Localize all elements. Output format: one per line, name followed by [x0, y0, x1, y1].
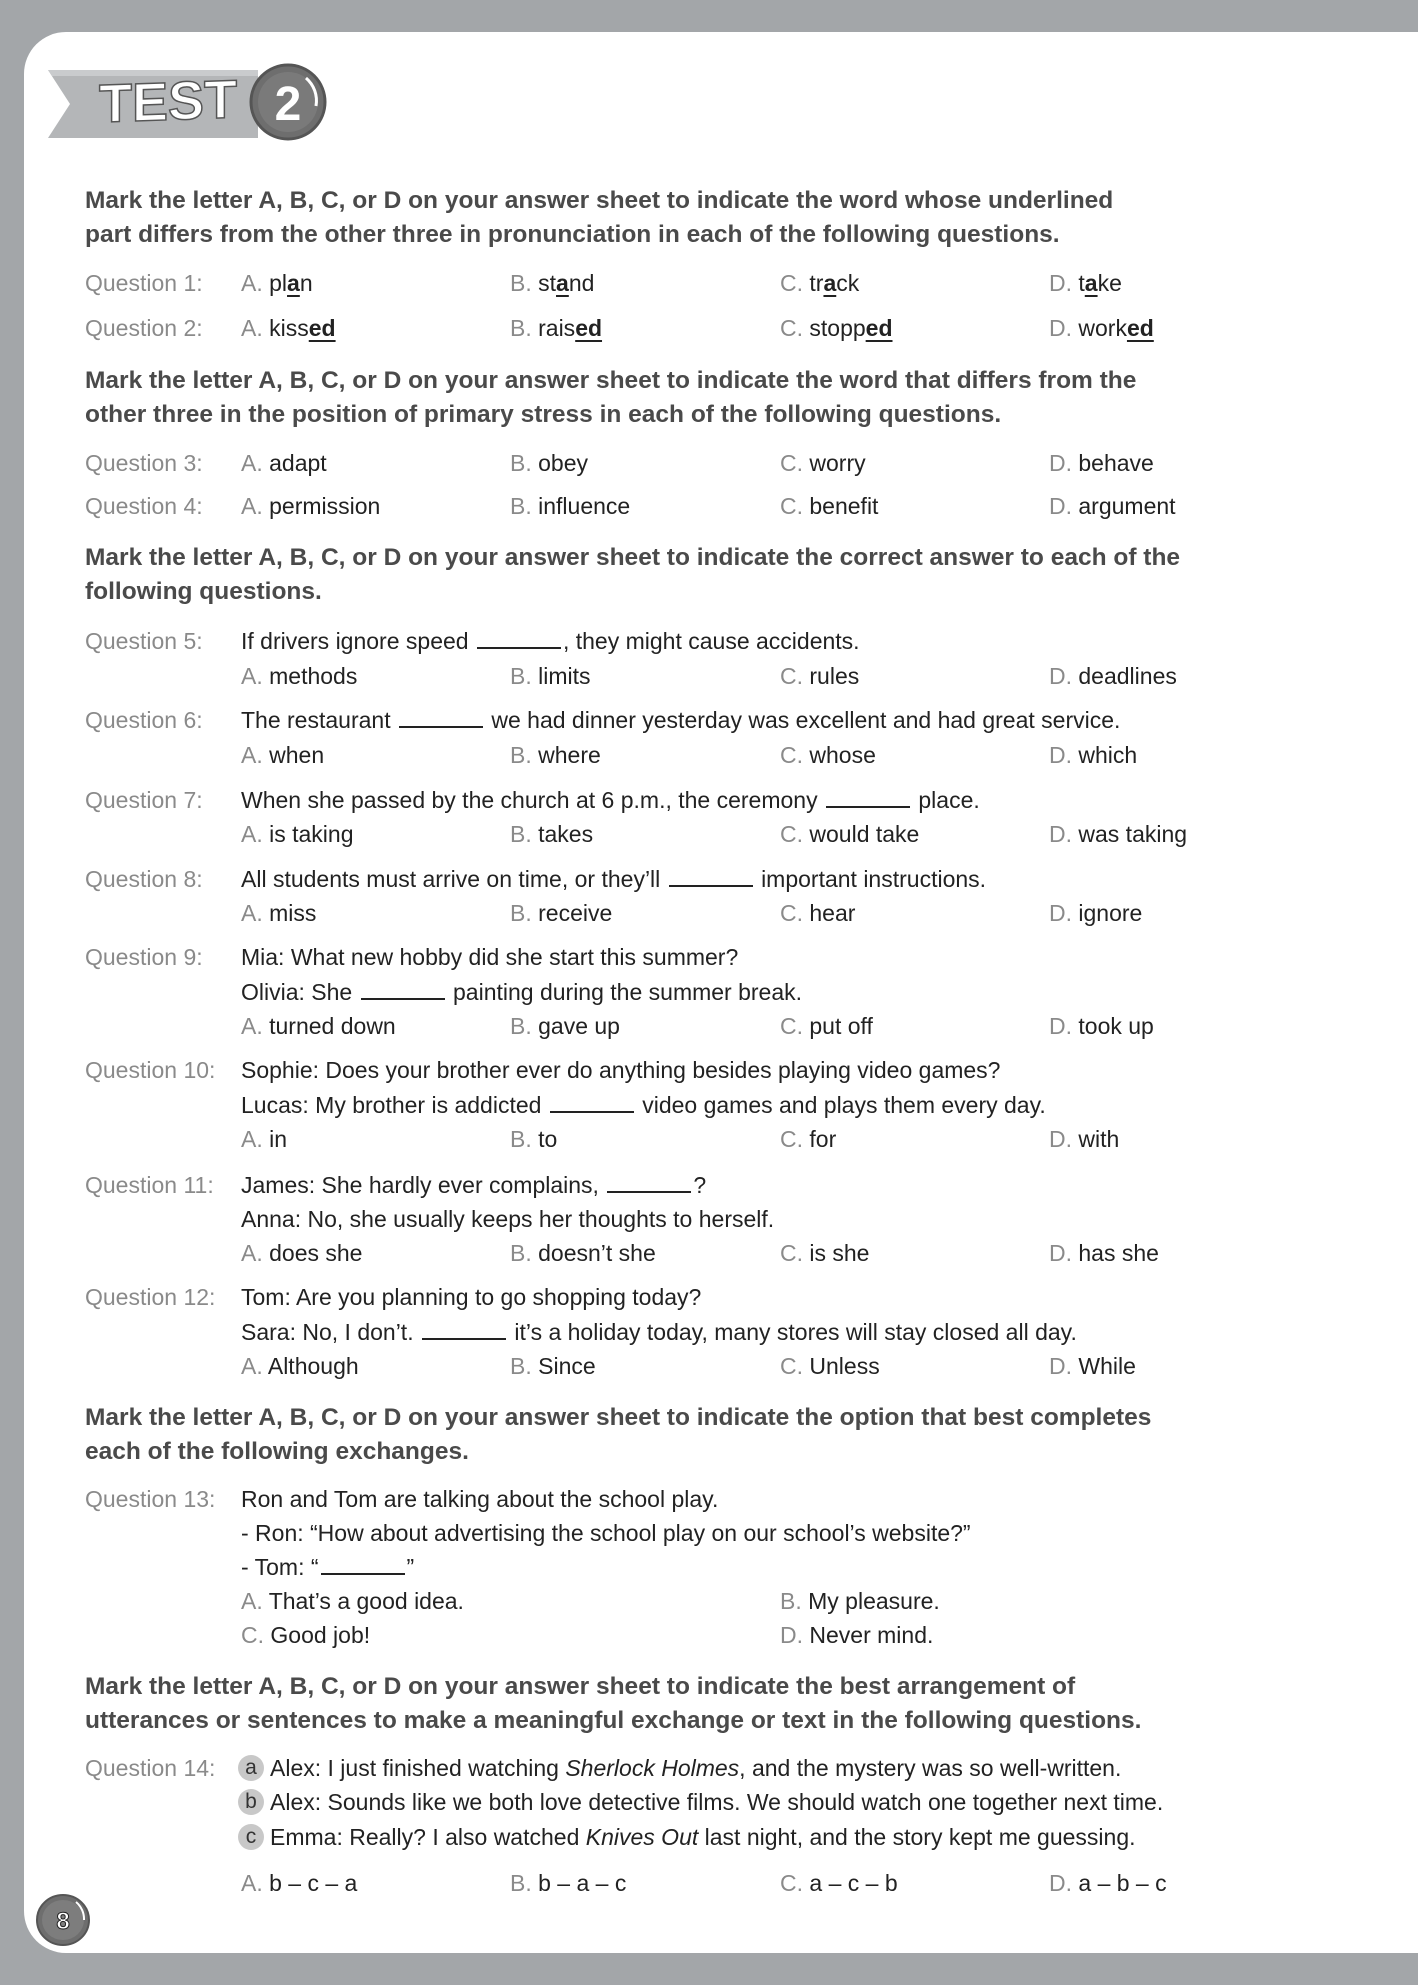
option-letter: D.: [1049, 1013, 1072, 1039]
option-text: has she: [1078, 1240, 1159, 1266]
option-letter: B.: [510, 1013, 532, 1039]
option-letter: D.: [1049, 450, 1072, 476]
option-text: t: [1078, 270, 1085, 296]
q12-option-c[interactable]: [780, 1349, 880, 1383]
question-11-line-2: Anna: No, she usually keeps her thoughts to herself.: [241, 1206, 775, 1232]
option-text: which: [1078, 742, 1138, 768]
option-text: methods: [269, 663, 358, 689]
question-8-stem: [241, 862, 986, 896]
option-letter: D.: [1049, 1240, 1072, 1266]
stem-text: The restaurant: [241, 707, 391, 733]
q6-option-b[interactable]: [510, 738, 601, 772]
stem-text: video games and plays them every day.: [642, 1092, 1046, 1118]
underlined-part: a: [823, 270, 837, 296]
q9-option-b[interactable]: [510, 1009, 620, 1043]
option-letter: D.: [1049, 821, 1072, 847]
q5-option-b[interactable]: [510, 659, 591, 693]
option-text: miss: [269, 900, 317, 926]
option-letter: B.: [780, 1588, 802, 1614]
stem-text: Lucas: My brother is addicted: [241, 1092, 542, 1118]
option-text: takes: [538, 821, 594, 847]
option-text: n: [299, 270, 313, 296]
question-9-label: Question 9:: [85, 944, 203, 970]
option-text: took up: [1078, 1013, 1154, 1039]
underlined-part: ed: [1126, 315, 1154, 341]
option-letter: B.: [510, 1126, 532, 1152]
test-number: 2: [274, 78, 302, 131]
item-text: , and the mystery was so well-written.: [739, 1755, 1122, 1781]
option-letter: C.: [780, 1353, 803, 1379]
underlined-part: ed: [308, 315, 336, 341]
option-text: tr: [809, 270, 824, 296]
option-letter: A.: [241, 663, 263, 689]
q6-option-a[interactable]: [241, 738, 324, 772]
q5-option-a[interactable]: [241, 659, 357, 693]
option-text: stopp: [809, 315, 866, 341]
option-letter: A.: [241, 1353, 263, 1379]
stem-text: , they might cause accidents.: [562, 628, 860, 654]
q4-option-c[interactable]: [780, 489, 878, 523]
option-letter: D.: [1049, 315, 1072, 341]
option-letter: B.: [510, 1353, 532, 1379]
option-letter: A.: [241, 315, 263, 341]
q7-option-b[interactable]: [510, 817, 593, 851]
q13-option-b[interactable]: [780, 1584, 940, 1618]
option-letter: C.: [780, 1013, 803, 1039]
q12-option-d[interactable]: [1049, 1349, 1136, 1383]
option-text: work: [1078, 315, 1127, 341]
q7-option-a[interactable]: [241, 817, 354, 851]
q14-option-d[interactable]: [1049, 1866, 1167, 1900]
option-letter: A.: [241, 742, 263, 768]
q2-option-c[interactable]: [780, 311, 893, 345]
q6-option-c[interactable]: [780, 738, 876, 772]
stem-text: we had dinner yesterday was excellent and had great service.: [491, 707, 1121, 733]
item-text: Alex: I just finished watching: [270, 1755, 566, 1781]
option-text: receive: [538, 900, 613, 926]
option-text: My pleasure.: [808, 1588, 940, 1614]
option-text: behave: [1078, 450, 1154, 476]
underlined-part: ed: [865, 315, 893, 341]
option-letter: B.: [510, 493, 532, 519]
option-text: ignore: [1078, 900, 1143, 926]
q2-option-d[interactable]: [1049, 311, 1154, 345]
q10-option-b[interactable]: [510, 1122, 557, 1156]
option-text: benefit: [809, 493, 879, 519]
q1-option-a[interactable]: [241, 266, 313, 300]
question-10-label: Question 10:: [85, 1057, 216, 1083]
option-text: kiss: [269, 315, 309, 341]
question-9-line-1: Mia: What new hobby did she start this summer?: [241, 944, 739, 970]
question-7-stem: [241, 783, 980, 817]
option-letter: B.: [510, 663, 532, 689]
option-text: hear: [809, 900, 856, 926]
question-10-line-1: Sophie: Does your brother ever do anything besides playing video games?: [241, 1057, 1001, 1083]
option-letter: A.: [241, 1013, 263, 1039]
option-text: a – c – b: [809, 1870, 898, 1896]
option-text: turned down: [269, 1013, 396, 1039]
option-letter: C.: [780, 315, 803, 341]
question-8-label: Question 8:: [85, 866, 203, 892]
q1-option-b[interactable]: [510, 266, 594, 300]
question-2-label: Question 2:: [85, 315, 203, 341]
question-10-stem: [241, 1088, 1046, 1122]
q8-option-b[interactable]: [510, 896, 612, 930]
option-text: to: [538, 1126, 558, 1152]
question-13-stem: [241, 1550, 414, 1584]
option-text: is she: [809, 1240, 870, 1266]
option-text: put off: [809, 1013, 873, 1039]
option-letter: B.: [510, 315, 532, 341]
option-text: limits: [538, 663, 591, 689]
instruction-1-line-1: Mark the letter A, B, C, or D on your answer sheet to indicate the word whose underlined: [85, 187, 1114, 214]
option-letter: C.: [780, 663, 803, 689]
option-text: While: [1078, 1353, 1136, 1379]
answer-blank: [607, 1171, 691, 1193]
q7-option-d[interactable]: [1049, 817, 1187, 851]
answer-blank: [826, 786, 910, 808]
option-letter: D.: [1049, 663, 1072, 689]
option-text: b – c – a: [269, 1870, 358, 1896]
item-text: Emma: Really? I also watched: [270, 1824, 586, 1850]
option-letter: D.: [1049, 1353, 1072, 1379]
q14-item-a: [238, 1751, 1121, 1785]
item-text: last night, and the story kept me guessing.: [698, 1824, 1136, 1850]
answer-blank: [669, 865, 753, 887]
underlined-part: a: [1084, 270, 1098, 296]
option-letter: C.: [780, 1126, 803, 1152]
option-text: Never mind.: [809, 1622, 934, 1648]
instruction-3-line-1: Mark the letter A, B, C, or D on your answer sheet to indicate the correct answer to each of the: [85, 544, 1181, 571]
option-text: for: [809, 1126, 837, 1152]
q5-option-d[interactable]: [1049, 659, 1177, 693]
option-text: worry: [809, 450, 866, 476]
q11-option-c[interactable]: [780, 1236, 869, 1270]
option-text: would take: [809, 821, 920, 847]
option-letter: A.: [241, 270, 263, 296]
option-letter: D.: [780, 1622, 803, 1648]
option-text: Unless: [809, 1353, 880, 1379]
option-letter: D.: [1049, 900, 1072, 926]
option-letter: A.: [241, 450, 263, 476]
instruction-4-line-1: Mark the letter A, B, C, or D on your answer sheet to indicate the option that best completes: [85, 1404, 1152, 1431]
option-text: pl: [269, 270, 288, 296]
option-text: Since: [538, 1353, 596, 1379]
answer-blank: [361, 978, 445, 1000]
q4-option-d[interactable]: [1049, 489, 1176, 523]
test-banner: [48, 62, 348, 146]
option-letter: A.: [241, 1870, 263, 1896]
option-text: ke: [1097, 270, 1122, 296]
option-letter: C.: [780, 821, 803, 847]
question-13-line-2: - Ron: “How about advertising the school play on our school’s website?”: [241, 1520, 971, 1546]
option-text: influence: [538, 493, 631, 519]
instruction-2-line-1: Mark the letter A, B, C, or D on your answer sheet to indicate the word that differs from the: [85, 367, 1137, 394]
stem-text: When she passed by the church at 6 p.m., the ceremony: [241, 787, 818, 813]
instruction-1-line-2: part differs from the other three in pronunciation in each of the following questions.: [85, 221, 1060, 248]
page-number: 8: [56, 1908, 70, 1935]
q3-option-c[interactable]: [780, 446, 866, 480]
q8-option-c[interactable]: [780, 896, 855, 930]
option-letter: C.: [241, 1622, 264, 1648]
stem-text: All students must arrive on time, or they’ll: [241, 866, 661, 892]
option-text: obey: [538, 450, 588, 476]
stem-text: important instructions.: [761, 866, 987, 892]
option-letter: C.: [780, 493, 803, 519]
stem-text: place.: [918, 787, 980, 813]
option-letter: A.: [241, 1588, 263, 1614]
option-text: a – b – c: [1078, 1870, 1167, 1896]
q5-option-c[interactable]: [780, 659, 859, 693]
question-7-label: Question 7:: [85, 787, 203, 813]
option-text: with: [1078, 1126, 1120, 1152]
option-letter: C.: [780, 900, 803, 926]
q14-option-c[interactable]: [780, 1866, 898, 1900]
q11-option-d[interactable]: [1049, 1236, 1159, 1270]
option-letter: B.: [510, 742, 532, 768]
option-text: That’s a good idea.: [268, 1588, 464, 1614]
option-text: Although: [267, 1353, 359, 1379]
option-text: nd: [568, 270, 595, 296]
q9-option-d[interactable]: [1049, 1009, 1154, 1043]
option-letter: A.: [241, 493, 263, 519]
question-4-label: Question 4:: [85, 493, 203, 519]
question-3-label: Question 3:: [85, 450, 203, 476]
question-12-stem: [241, 1315, 1077, 1349]
underlined-part: a: [287, 270, 300, 296]
answer-blank: [321, 1553, 405, 1575]
q10-option-c[interactable]: [780, 1122, 836, 1156]
q11-option-b[interactable]: [510, 1236, 656, 1270]
item-tag: c: [238, 1824, 264, 1850]
option-letter: D.: [1049, 1126, 1072, 1152]
q12-option-b[interactable]: [510, 1349, 596, 1383]
item-title: Sherlock Holmes: [565, 1755, 740, 1781]
option-letter: C.: [780, 270, 803, 296]
option-letter: C.: [780, 1240, 803, 1266]
answer-blank: [422, 1318, 506, 1340]
option-text: b – a – c: [538, 1870, 627, 1896]
option-text: doesn’t she: [538, 1240, 656, 1266]
option-letter: B.: [510, 821, 532, 847]
item-title: Knives Out: [585, 1824, 699, 1850]
q4-option-b[interactable]: [510, 489, 630, 523]
instruction-2-line-2: other three in the position of primary stress in each of the following questions.: [85, 401, 1002, 428]
q3-option-d[interactable]: [1049, 446, 1154, 480]
option-text: Good job!: [270, 1622, 371, 1648]
question-12-line-1: Tom: Are you planning to go shopping today?: [241, 1284, 702, 1310]
question-6-label: Question 6:: [85, 707, 203, 733]
q1-option-d[interactable]: [1049, 266, 1122, 300]
answer-blank: [550, 1091, 634, 1113]
option-text: rais: [538, 315, 576, 341]
option-letter: B.: [510, 1870, 532, 1896]
q13-option-a[interactable]: [241, 1584, 464, 1618]
q14-item-b: [238, 1785, 1163, 1819]
option-text: deadlines: [1078, 663, 1177, 689]
q14-option-a[interactable]: [241, 1866, 357, 1900]
q9-option-a[interactable]: [241, 1009, 396, 1043]
test-title: TEST: [99, 69, 237, 135]
option-text: was taking: [1078, 821, 1188, 847]
instruction-5-line-1: Mark the letter A, B, C, or D on your answer sheet to indicate the best arrangement of: [85, 1673, 1076, 1700]
option-text: where: [538, 742, 601, 768]
q14-option-b[interactable]: [510, 1866, 626, 1900]
option-text: gave up: [538, 1013, 620, 1039]
q2-option-b[interactable]: [510, 311, 602, 345]
option-text: does she: [269, 1240, 363, 1266]
option-letter: D.: [1049, 270, 1072, 296]
option-letter: D.: [1049, 1870, 1072, 1896]
instruction-4-line-2: each of the following exchanges.: [85, 1438, 469, 1465]
option-letter: B.: [510, 270, 532, 296]
option-letter: C.: [780, 1870, 803, 1896]
underlined-part: ed: [575, 315, 603, 341]
q8-option-d[interactable]: [1049, 896, 1142, 930]
option-text: st: [538, 270, 557, 296]
stem-text: ?: [693, 1172, 707, 1198]
question-14-label: Question 14:: [85, 1755, 216, 1781]
q1-option-c[interactable]: [780, 266, 859, 300]
instruction-5-line-2: utterances or sentences to make a meaningful exchange or text in the following questions.: [85, 1707, 1142, 1734]
item-text: Alex: Sounds like we both love detective films. We should watch one together next time.: [270, 1789, 1164, 1815]
option-text: whose: [809, 742, 876, 768]
stem-text: it’s a holiday today, many stores will stay closed all day.: [514, 1319, 1077, 1345]
option-letter: D.: [1049, 742, 1072, 768]
answer-blank: [477, 627, 561, 649]
answer-blank: [399, 706, 483, 728]
option-letter: A.: [241, 900, 263, 926]
item-tag: b: [238, 1789, 264, 1815]
q2-option-a[interactable]: [241, 311, 336, 345]
q13-option-c[interactable]: [241, 1618, 370, 1652]
option-text: when: [269, 742, 325, 768]
option-letter: C.: [780, 450, 803, 476]
question-1-label: Question 1:: [85, 270, 203, 296]
option-letter: B.: [510, 1240, 532, 1266]
item-tag: a: [238, 1755, 264, 1781]
option-letter: B.: [510, 900, 532, 926]
option-letter: B.: [510, 450, 532, 476]
question-11-stem: [241, 1168, 706, 1202]
question-5-stem: [241, 624, 860, 658]
option-letter: A.: [241, 821, 263, 847]
question-5-label: Question 5:: [85, 628, 203, 654]
q4-option-a[interactable]: [241, 489, 380, 523]
q10-option-a[interactable]: [241, 1122, 287, 1156]
option-letter: A.: [241, 1240, 263, 1266]
page-number-badge: [36, 1894, 90, 1946]
stem-text: If drivers ignore speed: [241, 628, 469, 654]
question-13-label: Question 13:: [85, 1486, 216, 1512]
stem-text: painting during the summer break.: [453, 979, 803, 1005]
stem-text: Olivia: She: [241, 979, 353, 1005]
stem-text: Sara: No, I don’t.: [241, 1319, 414, 1345]
question-13-line-1: Ron and Tom are talking about the school play.: [241, 1486, 719, 1512]
q10-option-d[interactable]: [1049, 1122, 1119, 1156]
underlined-part: a: [556, 270, 569, 296]
question-11-label: Question 11:: [85, 1172, 214, 1198]
question-9-stem: [241, 975, 802, 1009]
q9-option-c[interactable]: [780, 1009, 873, 1043]
q6-option-d[interactable]: [1049, 738, 1137, 772]
q11-option-a[interactable]: [241, 1236, 362, 1270]
q13-option-d[interactable]: [780, 1618, 933, 1652]
option-text: adapt: [269, 450, 327, 476]
question-12-label: Question 12:: [85, 1284, 216, 1310]
option-text: argument: [1078, 493, 1176, 519]
stem-text: - Tom: “: [241, 1554, 319, 1580]
option-letter: A.: [241, 1126, 263, 1152]
stem-text: ”: [406, 1554, 415, 1580]
question-6-stem: [241, 703, 1120, 737]
option-letter: D.: [1049, 493, 1072, 519]
option-text: ck: [836, 270, 860, 296]
option-text: is taking: [269, 821, 354, 847]
option-text: rules: [809, 663, 860, 689]
q7-option-c[interactable]: [780, 817, 919, 851]
q3-option-b[interactable]: [510, 446, 588, 480]
instruction-3-line-2: following questions.: [85, 578, 322, 605]
option-text: permission: [269, 493, 381, 519]
option-text: in: [269, 1126, 288, 1152]
q14-item-c: [238, 1820, 1136, 1854]
q3-option-a[interactable]: [241, 446, 327, 480]
option-letter: C.: [780, 742, 803, 768]
stem-text: James: She hardly ever complains,: [241, 1172, 599, 1198]
q12-option-a[interactable]: [241, 1349, 359, 1383]
q8-option-a[interactable]: [241, 896, 316, 930]
